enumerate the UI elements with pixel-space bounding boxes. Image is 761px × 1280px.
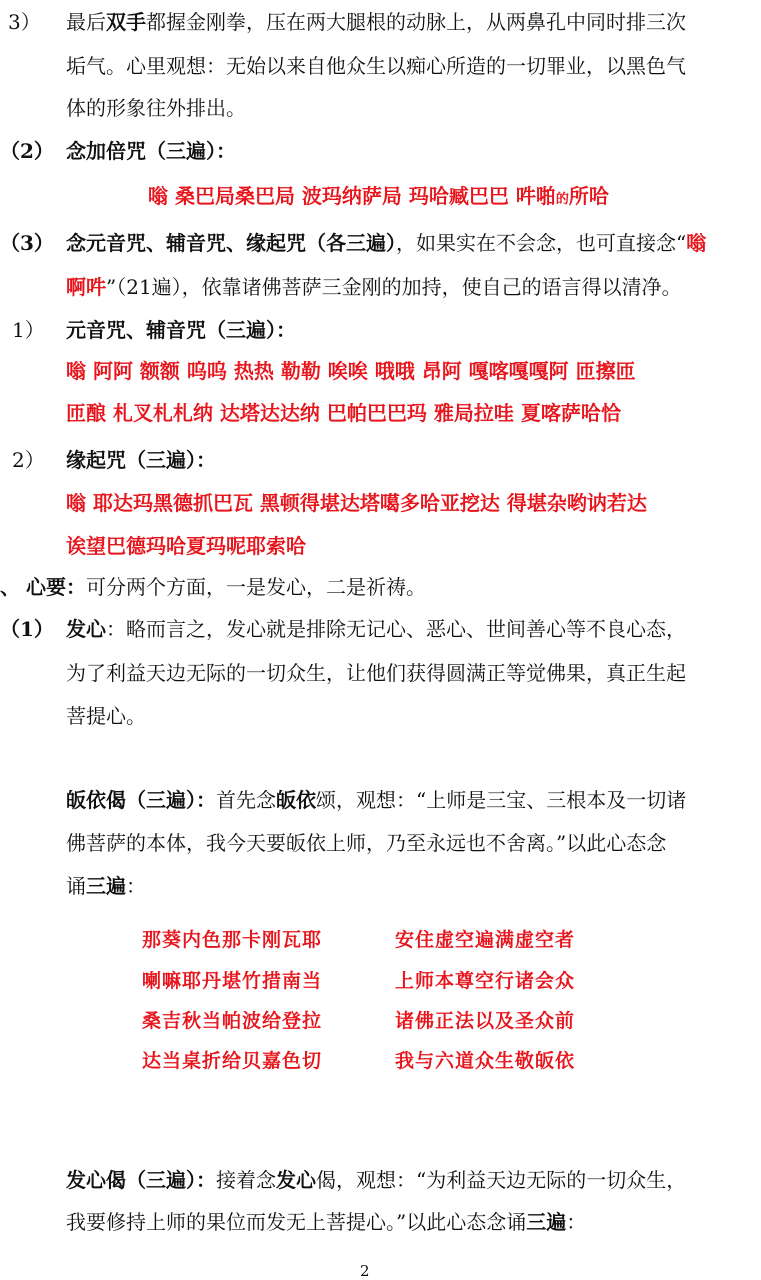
paragraph-line: 皈依偈（三遍）：首先念皈依颂，观想：“上师是三宝、三根本及一切诸: [66, 788, 687, 812]
paragraph-line: 发心：略而言之，发心就是排除无记心、恶心、世间善心等不良心态，: [66, 617, 686, 641]
paragraph-line: 佛菩萨的本体，我今天要皈依上师，乃至永远也不舍离。”以此心态念: [66, 831, 667, 855]
paragraph-line: 体的形象往外排出。: [66, 96, 246, 120]
section-number: （3）: [0, 231, 54, 255]
item-number: 2）: [12, 448, 45, 472]
section-title: 念加倍咒（三遍）：: [66, 139, 236, 163]
mantra-line: 嗡 桑巴局桑巴局 波玛纳萨局 玛哈臧巴巴 吽啪的所哈: [148, 184, 609, 208]
verse-tibetan: 桑吉秋当帕波给登拉: [142, 1010, 323, 1032]
page-number: 2: [360, 1262, 370, 1280]
item-number: 3）: [8, 10, 41, 34]
verse-tibetan: 那葵内色那卡刚瓦耶: [142, 929, 323, 951]
paragraph-line: 菩提心。: [66, 704, 146, 728]
paragraph-line: 垢气。心里观想：无始以来自他众生以痴心所造的一切罪业，以黑色气: [66, 54, 686, 78]
paragraph-line: 为了利益天边无际的一切众生，让他们获得圆满正等觉佛果，真正生起: [66, 661, 686, 685]
verse-tibetan: 喇嘛耶丹堪竹措南当: [142, 970, 323, 992]
mantra-line: 诶望巴德玛哈夏玛呢耶索哈: [66, 534, 306, 558]
verse-chinese: 诸佛正法以及圣众前: [395, 1010, 576, 1032]
verse-chinese: 我与六道众生敬皈依: [395, 1050, 576, 1072]
section-number: 、: [0, 575, 20, 599]
section-number: （1）: [0, 617, 54, 641]
paragraph-line: 心要：可分两个方面，一是发心，二是祈祷。: [26, 575, 426, 599]
paragraph-line: 发心偈（三遍）：接着念发心偈，观想：“为利益天边无际的一切众生，: [66, 1168, 687, 1192]
mantra-line: 嗡 阿阿 额额 呜呜 热热 勒勒 唉唉 哦哦 昂阿 嘎喀嘎嘎阿 匝擦匝: [66, 359, 636, 383]
section-number: （2）: [0, 139, 54, 163]
subsection-title: 缘起咒（三遍）：: [66, 448, 216, 472]
subsection-title: 元音咒、辅音咒（三遍）：: [66, 318, 296, 342]
paragraph-line: 啊吽”（21遍），依靠诸佛菩萨三金刚的加持，使自己的语言得以清净。: [66, 275, 682, 299]
verse-chinese: 安住虚空遍满虚空者: [395, 929, 576, 951]
mantra-line: 嗡 耶达玛黑德抓巴瓦 黑顿得堪达塔噶多哈亚挖达 得堪杂哟讷若达: [66, 491, 647, 515]
item-number: 1）: [12, 318, 45, 342]
paragraph-line: 念元音咒、辅音咒、缘起咒（各三遍），如果实在不会念，也可直接念“嗡: [66, 231, 707, 255]
mantra-line: 匝酿 札叉札札纳 达塔达达纳 巴帕巴巴玛 雅局拉哇 夏喀萨哈恰: [66, 401, 621, 425]
paragraph-line: 我要修持上师的果位而发无上菩提心。”以此心态念诵三遍：: [66, 1210, 587, 1234]
verse-tibetan: 达当桌折给贝嘉色切: [142, 1050, 323, 1072]
paragraph-line: 最后双手都握金刚拳，压在两大腿根的动脉上，从两鼻孔中同时排三次: [66, 10, 686, 34]
paragraph-line: 诵三遍：: [66, 874, 146, 898]
verse-chinese: 上师本尊空行诸会众: [395, 970, 576, 992]
